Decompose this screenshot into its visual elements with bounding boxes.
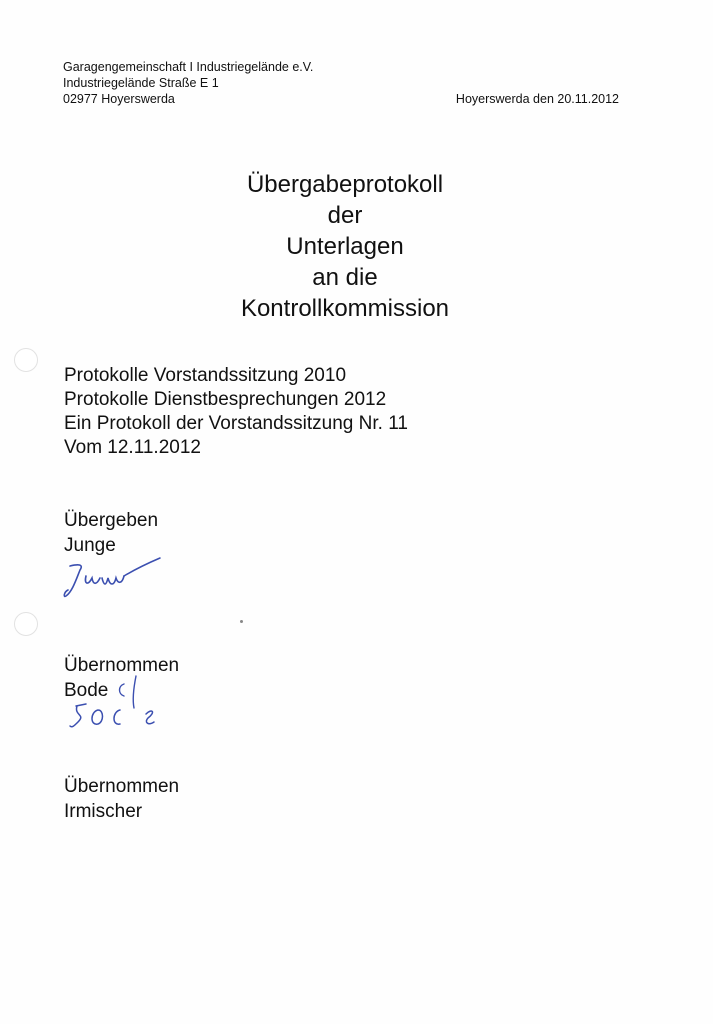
place-and-date: Hoyerswerda den 20.11.2012: [455, 92, 619, 106]
paper-speck: [240, 620, 243, 623]
document-title: [190, 169, 500, 324]
document-list: [64, 364, 408, 460]
sender-organization: Garagengemeinschaft I Industriegelände e.V.: [63, 60, 314, 74]
list-item: Protokolle Dienstbesprechungen 2012: [64, 389, 387, 410]
received-name: Irmischer: [64, 801, 143, 822]
signature-bode: [64, 672, 164, 736]
sender-street: Industriegelände Straße E 1: [63, 76, 219, 90]
handover-block: [64, 508, 158, 558]
title-line: Kontrollkommission: [240, 295, 450, 322]
title-line: Unterlagen: [286, 233, 404, 260]
received-name: Bode: [64, 680, 109, 701]
punch-hole-bottom: [14, 612, 38, 636]
title-line: der: [327, 202, 363, 229]
title-line: Übergabeprotokoll: [246, 171, 444, 198]
handover-name: Junge: [64, 535, 116, 556]
list-item: Protokolle Vorstandssitzung 2010: [64, 365, 347, 386]
received-label: Übernommen: [64, 655, 180, 676]
handover-label: Übergeben: [64, 510, 159, 531]
signature-junge: [62, 556, 166, 602]
sender-city: 02977 Hoyerswerda: [63, 92, 175, 106]
list-item: Ein Protokoll der Vorstandssitzung Nr. 11: [64, 413, 408, 434]
title-line: an die: [312, 264, 378, 291]
list-item: Vom 12.11.2012: [64, 437, 201, 458]
sender-address: [63, 59, 313, 107]
received-block-2: [64, 774, 179, 824]
received-label: Übernommen: [64, 776, 180, 797]
punch-hole-top: [14, 348, 38, 372]
